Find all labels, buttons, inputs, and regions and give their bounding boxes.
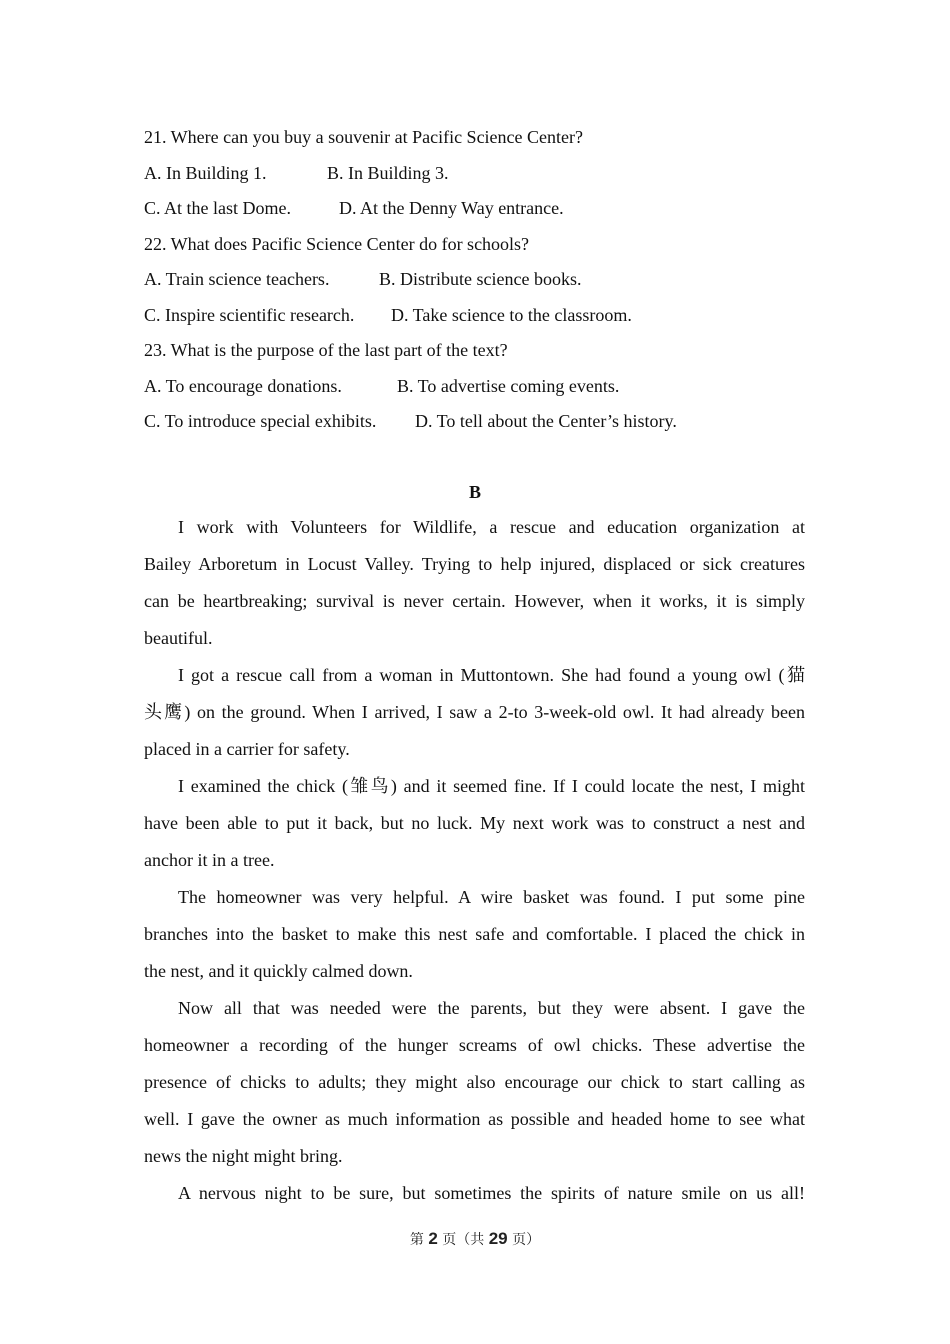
options-row bbox=[144, 304, 632, 326]
options-row bbox=[144, 410, 677, 432]
options-row bbox=[144, 197, 564, 219]
paragraph bbox=[144, 997, 805, 1182]
option: B. Distribute science books. bbox=[379, 269, 582, 289]
option: A. Train science teachers. bbox=[144, 269, 330, 289]
option: A. In Building 1. bbox=[144, 163, 267, 183]
option: D. To tell about the Center’s history. bbox=[415, 411, 677, 431]
footer-prefix: 第 bbox=[409, 1232, 424, 1248]
text-line: A nervous night to be sure, but sometimes the spirits of nature smile on us all! bbox=[178, 1183, 805, 1203]
option: C. Inspire scientific research. bbox=[144, 305, 355, 325]
text-line: Bailey Arboretum in Locust Valley. Trying to help injured, displaced or sick creatures bbox=[144, 554, 805, 574]
option: B. To advertise coming events. bbox=[397, 376, 620, 396]
page-footer bbox=[0, 1229, 950, 1249]
option: D. At the Denny Way entrance. bbox=[339, 198, 564, 218]
paragraph bbox=[144, 886, 805, 997]
text-line: placed in a carrier for safety. bbox=[144, 739, 350, 759]
text-line: homeowner a recording of the hunger screams of owl chicks. These advertise the bbox=[144, 1035, 805, 1055]
paragraph bbox=[144, 664, 805, 775]
paragraph bbox=[144, 516, 805, 664]
passage bbox=[144, 516, 805, 1219]
paragraph bbox=[144, 775, 805, 886]
options-row bbox=[144, 375, 620, 397]
footer-mid: 页（共 bbox=[442, 1232, 485, 1248]
option: A. To encourage donations. bbox=[144, 376, 342, 396]
text-line: presence of chicks to adults; they might also encourage our chick to start calling as bbox=[144, 1072, 805, 1092]
text-line: anchor it in a tree. bbox=[144, 850, 275, 870]
text-line: have been able to put it back, but no luck. My next work was to construct a nest and bbox=[144, 813, 805, 833]
total-pages: 29 bbox=[488, 1229, 508, 1248]
section-title: B bbox=[468, 482, 481, 502]
question-stem: 23. What is the purpose of the last part of the text? bbox=[144, 340, 508, 360]
text-line: news the night might bring. bbox=[144, 1146, 343, 1166]
text-line: branches into the basket to make this nest safe and comfortable. I placed the chick in bbox=[144, 924, 805, 944]
option: C. At the last Dome. bbox=[144, 198, 291, 218]
text-line: I got a rescue call from a woman in Muttontown. She had found a young owl (猫 bbox=[178, 665, 805, 685]
option: D. Take science to the classroom. bbox=[391, 305, 632, 325]
footer-suffix: 页） bbox=[512, 1232, 541, 1248]
text-line: well. I gave the owner as much information as possible and headed home to see what bbox=[144, 1109, 805, 1129]
options-row bbox=[144, 268, 582, 290]
page-number: 2 bbox=[428, 1229, 438, 1248]
question-stem: 21. Where can you buy a souvenir at Pacific Science Center? bbox=[144, 127, 583, 147]
text-line: can be heartbreaking; survival is never certain. However, when it works, it is simply bbox=[144, 591, 805, 611]
text-line: beautiful. bbox=[144, 628, 213, 648]
option: C. To introduce special exhibits. bbox=[144, 411, 377, 431]
text-line: Now all that was needed were the parents, but they were absent. I gave the bbox=[178, 998, 805, 1018]
text-line: 头鹰) on the ground. When I arrived, I saw a 2-to 3-week-old owl. It had already been bbox=[144, 702, 805, 722]
options-row bbox=[144, 162, 449, 184]
question-stem: 22. What does Pacific Science Center do for schools? bbox=[144, 234, 530, 254]
text-line: the nest, and it quickly calmed down. bbox=[144, 961, 413, 981]
text-line: I work with Volunteers for Wildlife, a rescue and education organization at bbox=[178, 517, 805, 537]
text-line: I examined the chick (雏鸟) and it seemed fine. If I could locate the nest, I might bbox=[178, 776, 805, 796]
option: B. In Building 3. bbox=[327, 163, 449, 183]
text-line: The homeowner was very helpful. A wire basket was found. I put some pine bbox=[178, 887, 805, 907]
paragraph bbox=[144, 1182, 805, 1219]
